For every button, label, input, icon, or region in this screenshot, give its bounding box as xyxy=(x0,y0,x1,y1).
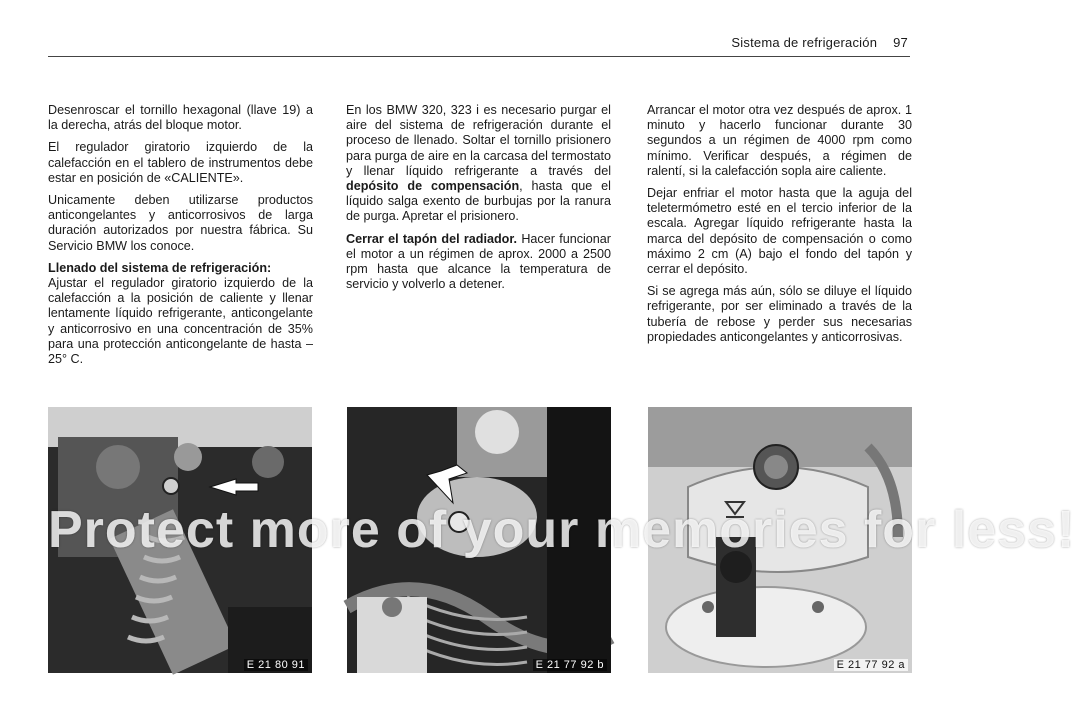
paragraph: El regulador giratorio izquierdo de la calefacción en el tablero de instrumentos debe estar en posición de «CALIENTE». xyxy=(48,140,313,185)
bold-term: depósito de compensación xyxy=(346,179,520,194)
paragraph: Unicamente deben utilizarse productos anticongelantes y anticorrosivos de larga duración autorizados por nuestra fábrica. Su Servicio BMW los conoce. xyxy=(48,193,313,253)
running-head xyxy=(731,35,908,50)
text-column-1 xyxy=(48,103,313,374)
watermark-overlay: Protect more of your memories for less! xyxy=(48,501,1075,559)
engine-photo-2 xyxy=(347,407,611,673)
paragraph: Arrancar el motor otra vez después de aprox. 1 minuto y hacerlo funcionar durante 30 segundos a un régimen de 4000 rpm como mínimo. Verificar después, a régimen de ralentí, si la calefacción sopla aire caliente. xyxy=(647,103,912,178)
subheading: Llenado del sistema de refrigeración: xyxy=(48,260,272,275)
text-column-3 xyxy=(647,103,912,352)
engine-photo-3 xyxy=(648,407,912,673)
paragraph-body: Ajustar el regulador giratorio izquierdo de la calefacción a la posición de caliente y llenar lentamente líquido refrigerante, anticongelante y anticorrosivo en una concentración de 35% para una protección anticongelante de hasta –25° C. xyxy=(48,276,313,367)
section-title: Sistema de refrigeración xyxy=(731,35,878,50)
paragraph: Dejar enfriar el motor hasta que la aguja del teletermómetro esté en el tercio inferior de la escala. Agregar líquido refrigerante hasta la marca del depósito de compensación o como máximo 2 cm (A) bajo el fondo del tapón y cerrar el depósito. xyxy=(647,186,912,277)
engine-photo-1 xyxy=(48,407,312,673)
paragraph xyxy=(346,232,611,293)
figure-thermostat-bleed-screw xyxy=(347,407,611,673)
bold-term: Cerrar el tapón del radiador. xyxy=(346,231,518,246)
paragraph: Si se agrega más aún, sólo se diluye el líquido refrigerante, por ser eliminado a través de la tubería de rebose y perder sus necesarias propiedades anticongelantes y anticorrosivas. xyxy=(647,284,912,344)
text-column-2 xyxy=(346,103,611,299)
figure-expansion-tank xyxy=(648,407,912,673)
paragraph-body: Hacer funcionar el motor a un régimen de aprox. 2000 a 2500 rpm hasta que alcance la temperatura de servicio y volverlo a detener. xyxy=(346,231,612,292)
header-rule xyxy=(48,56,910,57)
page-number: 97 xyxy=(893,35,908,50)
figure-caption: E 21 80 91 xyxy=(244,659,308,671)
paragraph-body: En los BMW 320, 323 i es necesario purgar el aire del sistema de refrigeración durante el proceso de llenado. Soltar el tornillo prisionero para purga de aire en la carcasa del termostato y llenar líquido refrigerante a través del xyxy=(346,103,611,178)
paragraph-body: , hasta que el líquido salga exento de burbujas por la ranura de purga. Apretar el prisionero. xyxy=(346,179,611,224)
paragraph xyxy=(48,261,313,367)
figure-caption: E 21 77 92 b xyxy=(533,659,607,671)
paragraph xyxy=(346,103,611,225)
figure-engine-drain-bolt xyxy=(48,407,312,673)
paragraph: Desenroscar el tornillo hexagonal (llave 19) a la derecha, atrás del bloque motor. xyxy=(48,103,313,133)
figure-caption: E 21 77 92 a xyxy=(834,659,908,671)
